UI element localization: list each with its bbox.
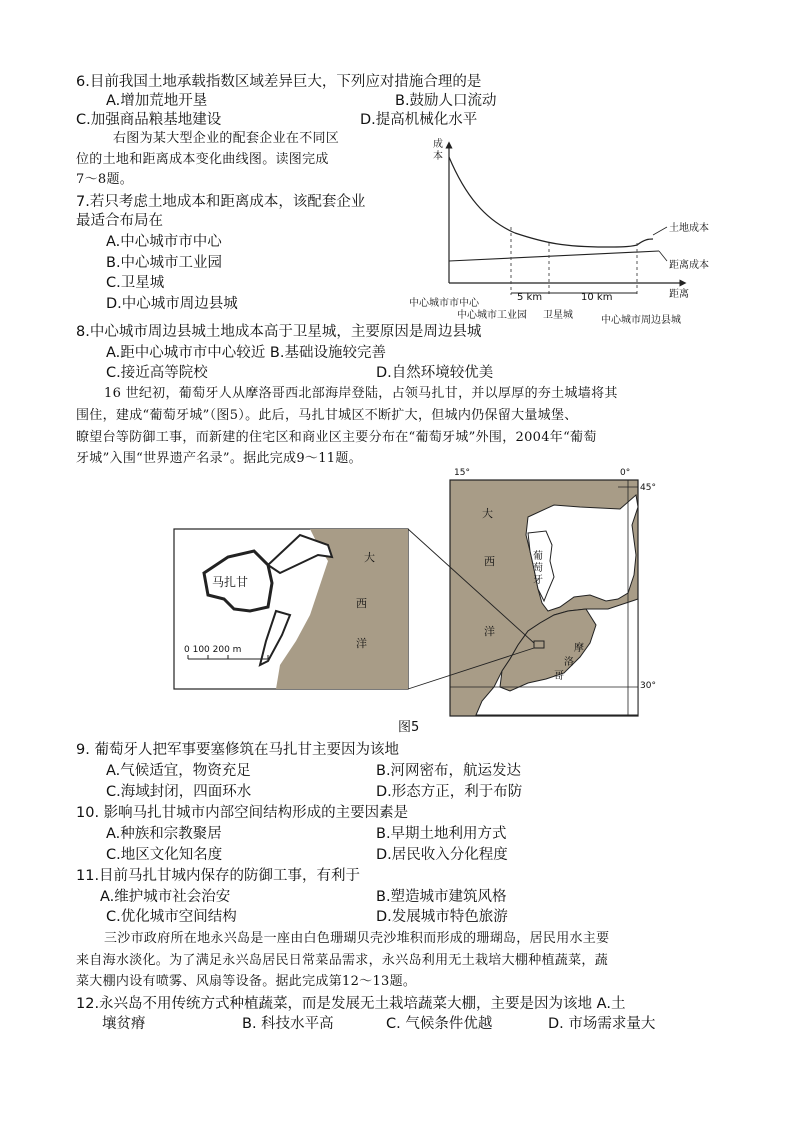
lat-30-label: 30°	[640, 681, 656, 691]
q9-option-c: C.海域封闭，四面环水	[106, 784, 252, 800]
lat-45-label: 45°	[640, 483, 656, 493]
tick-county-town: 中心城市周边县城	[601, 315, 681, 326]
tick-city-center: 中心城市市中心	[409, 298, 479, 309]
q10-option-c: C.地区文化知名度	[106, 847, 223, 863]
intro-12-13-line1: 三沙市政府所在地永兴岛是一座由白色珊瑚贝壳沙堆积而形成的珊瑚岛，居民用水主要	[104, 931, 610, 946]
q6-option-a: A.增加荒地开垦	[106, 93, 208, 109]
q12-option-c: C. 气候条件优越	[386, 1016, 493, 1032]
intro-9-11-line2: 围住，建成“葡萄牙城”（图5）。此后，马扎甘城区不断扩大，但城内仍保留大量城堡、	[76, 408, 578, 423]
q11-stem: 11.目前马扎甘城内保存的防御工事，有利于	[76, 868, 361, 884]
q11-option-a: A.维护城市社会治安	[100, 889, 231, 905]
cost-distance-chart	[405, 135, 735, 335]
q10-stem: 10. 影响马扎甘城市内部空间结构形成的主要因素是	[76, 805, 409, 821]
morocco-char-1: 摩	[574, 643, 584, 654]
q12-option-a-cont: 壤贫瘠	[102, 1016, 146, 1032]
q9-option-d: D.形态方正，利于布防	[376, 784, 523, 800]
figure-5-caption: 图5	[398, 720, 420, 735]
inset-ocean-char-3: 洋	[356, 637, 367, 650]
q8-option-c: C.接近高等院校	[106, 365, 208, 381]
morocco-char-3: 哥	[554, 671, 564, 682]
portugal-char-3: 牙	[533, 575, 543, 586]
segment-10km: 10 km	[581, 292, 613, 303]
q8-stem: 8.中心城市周边县城土地成本高于卫星城，主要原因是周边县城	[76, 324, 482, 340]
q11-option-b: B.塑造城市建筑风格	[376, 889, 507, 905]
intro-12-13-line2: 来自海水淡化。为了满足永兴岛居民日常菜品需求，永兴岛利用无土栽培大棚种植蔬菜，蔬	[76, 953, 609, 968]
q6-option-d: D.提高机械化水平	[360, 112, 478, 128]
q6-option-c: C.加强商品粮基地建设	[76, 112, 222, 128]
q11-option-c: C.优化城市空间结构	[106, 909, 237, 925]
q10-option-d: D.居民收入分化程度	[376, 847, 508, 863]
ocean-char-1: 大	[482, 507, 493, 520]
distance-cost-label: 距离成本	[669, 260, 709, 271]
inset-city-label: 马扎甘	[212, 575, 249, 589]
portugal-char-1: 葡	[533, 551, 543, 562]
q7-option-c: C.卫星城	[106, 275, 165, 291]
q7-stem-line2: 最适合布局在	[76, 213, 163, 229]
q11-option-d: D.发展城市特色旅游	[376, 909, 508, 925]
x-axis-label: 距离	[669, 289, 689, 300]
segment-5km: 5 km	[517, 292, 543, 303]
lon-15-label: 15°	[454, 468, 470, 478]
q12-stem: 12.永兴岛不用传统方式种植蔬菜，而是发展无土栽培蔬菜大棚，主要是因为该地 A.土	[76, 996, 626, 1012]
land-cost-label: 土地成本	[669, 223, 709, 234]
q9-option-b: B.河网密布，航运发达	[376, 763, 522, 779]
q9-option-a: A.气候适宜，物资充足	[106, 763, 251, 779]
intro-9-11-line4: 牙城”入围“世界遗产名录”。据此完成9～11题。	[76, 451, 362, 466]
q7-option-b: B.中心城市工业园	[106, 255, 223, 271]
intro-9-11-line3: 瞭望台等防御工事，而新建的住宅区和商业区主要分布在“葡萄牙城”外围，2004年“葡萄	[76, 430, 597, 445]
ocean-char-2: 西	[484, 555, 495, 568]
q7-option-d: D.中心城市周边县城	[106, 296, 238, 312]
inset-ocean-char-1: 大	[364, 551, 375, 564]
morocco-char-2: 洛	[564, 657, 574, 668]
lon-0-label: 0°	[620, 468, 631, 478]
q6-stem: 6.目前我国土地承载指数区域差异巨大，下列应对措施合理的是	[76, 74, 482, 90]
portugal-char-2: 萄	[533, 563, 543, 574]
y-axis-label: 成本	[433, 139, 443, 162]
figure-5-map	[150, 465, 670, 720]
intro-7-8-line1: 右图为某大型企业的配套企业在不同区	[113, 131, 340, 146]
distance-cost-line	[449, 251, 659, 261]
tick-satellite-town: 卫星城	[543, 310, 573, 321]
inset-scale-label: 0 100 200 m	[184, 645, 242, 655]
q8-option-ab: A.距中心城市市中心较近 B.基础设施较完善	[106, 345, 386, 361]
intro-9-11-line1: 16 世纪初，葡萄牙人从摩洛哥西北部海岸登陆，占领马扎甘，并以厚厚的夯土城墙将其	[104, 386, 618, 401]
ocean-char-3: 洋	[484, 625, 495, 638]
q12-option-d: D. 市场需求量大	[548, 1016, 656, 1032]
q9-stem: 9. 葡萄牙人把军事要塞修筑在马扎甘主要因为该地	[76, 742, 399, 758]
intro-12-13-line3: 菜大棚内设有喷雾、风扇等设备。据此完成第12～13题。	[76, 974, 417, 989]
q7-stem-line1: 7.若只考虑土地成本和距离成本，该配套企业	[76, 194, 366, 210]
q12-option-b: B. 科技水平高	[242, 1016, 334, 1032]
q10-option-a: A.种族和宗教聚居	[106, 826, 222, 842]
land-cost-curve	[449, 157, 653, 247]
q10-option-b: B.早期土地利用方式	[376, 826, 507, 842]
intro-7-8-line3: 7～8题。	[76, 172, 134, 187]
q8-option-d: D.自然环境较优美	[376, 365, 494, 381]
tick-industrial-park: 中心城市工业园	[457, 310, 527, 321]
inset-ocean-char-2: 西	[356, 597, 367, 610]
q6-option-b: B.鼓励人口流动	[395, 93, 497, 109]
intro-7-8-line2: 位的土地和距离成本变化曲线图。读图完成	[76, 152, 329, 167]
q7-option-a: A.中心城市市中心	[106, 234, 222, 250]
